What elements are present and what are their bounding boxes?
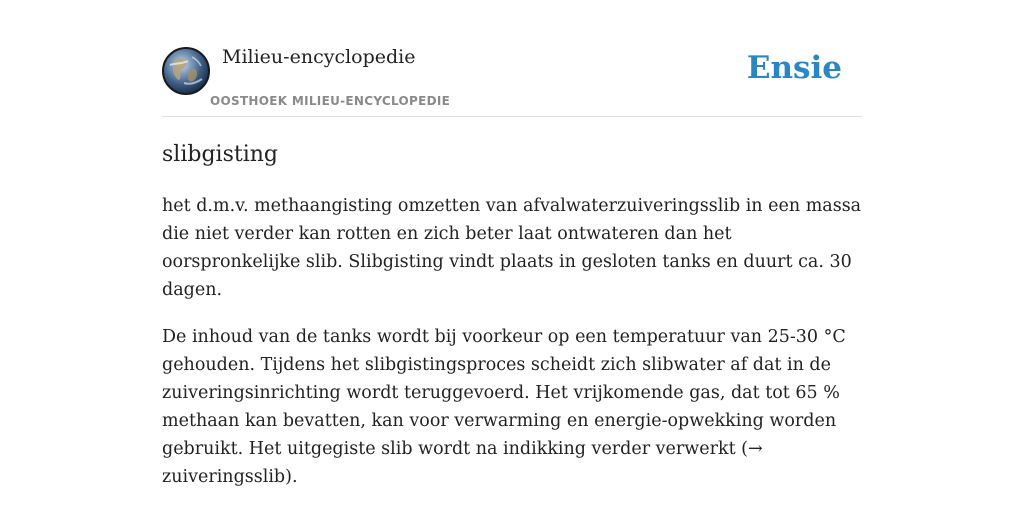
article-paragraph-2 xyxy=(162,323,862,491)
site-title[interactable]: Milieu-encyclopedie xyxy=(222,46,416,68)
earth-globe-icon[interactable] xyxy=(162,47,210,95)
entry-title: slibgisting xyxy=(162,142,278,167)
site-subtitle: OOSTHOEK MILIEU-ENCYCLOPEDIE xyxy=(210,94,451,108)
ensie-logo-link[interactable]: Ensie xyxy=(746,50,842,86)
site-header xyxy=(162,40,862,117)
zuiveringsslib-link[interactable]: → zuiveringsslib xyxy=(162,439,763,487)
paragraph-2-end: ). xyxy=(285,467,298,487)
paragraph-2-text: De inhoud van de tanks wordt bij voorkeur op een temperatuur van 25-30 °C gehouden. Tijdens het slibgistingsproces scheidt zich slibwater af dat in de zuiveringsinrichting wordt teruggevoerd. Het vrijkomende gas, dat tot 65 % methaan kan bevatten, kan voor verwarming en energie-opwekking worden gebruikt. Het uitgegiste slib wordt na indikking verder verwerkt ( xyxy=(162,327,846,459)
article-paragraph-1: het d.m.v. methaangisting omzetten van afvalwaterzuiveringsslib in een massa die niet verder kan rotten en zich beter laat ontwateren dan het oorspronkelijke slib. Slibgisting vindt plaats in gesloten tanks en duurt ca. 30 dagen. xyxy=(162,196,862,300)
article xyxy=(162,138,862,510)
